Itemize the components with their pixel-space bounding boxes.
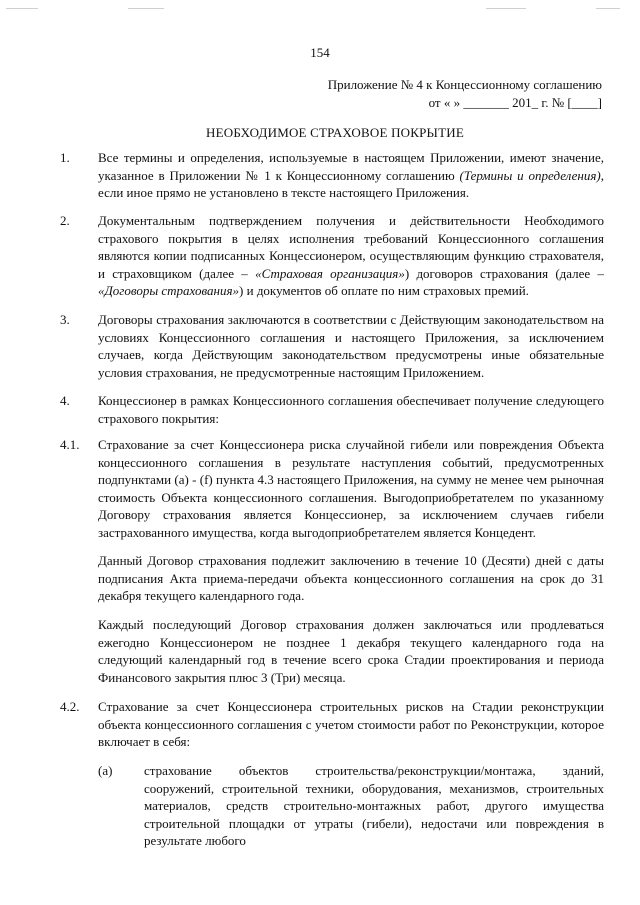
scan-artifact <box>6 8 38 9</box>
clause-number: 4.1. <box>60 437 80 452</box>
clause-number: 2. <box>60 213 70 228</box>
scan-artifact <box>596 8 620 9</box>
clause-number: 3. <box>60 312 70 327</box>
clause-number: 4. <box>60 393 70 408</box>
clause-text: Страхование за счет Концессионера риска случайной гибели или повреждения Объекта концессионного соглашения в результате наступления событий, предусмотренных подпунктами (a) - (f) пункта 4.3 настоящего Приложения, на сумму не менее чем рыночная стоимость Объекта концессионного соглашения. Выгодоприобретателем по указанному Договору страхования является Концессионер, за исключением случаев гибели застрахованного имущества, когда выгодоприобретателем является Концедент. <box>98 437 604 540</box>
clause-4-1-paragraph-2: Данный Договор страхования подлежит заключению в течение 10 (Десяти) дней с даты подписания Акта приема-передачи объекта концессионного соглашения на срок до 31 декабря текущего календарного года. <box>98 553 604 603</box>
annex-reference: Приложение № 4 к Концессионному соглашению <box>327 77 602 92</box>
clause-text: Концессионер в рамках Концессионного соглашения обеспечивает получение следующего страхового покрытия: <box>98 393 604 426</box>
agreement-date-line: от « » _______ 201_ г. № [____] <box>428 95 602 110</box>
page-number: 154 <box>310 45 330 60</box>
subclause-letter: (a) <box>98 763 113 778</box>
clause-text: Документальным подтверждением получения и действительности Необходимого страхового покрытия в целях исполнения требований Концессионного соглашения являются копии подписанных Концессионером, осуществляющим функцию страхователя, и страховщиком (далее – «Страховая организация») договоров страхования (далее – «Договоры страхования») и документов об оплате по ним страховых премий. <box>98 213 604 298</box>
clause-text: Все термины и определения, используемые в настоящем Приложении, имеют значение, указанное в Приложении № 1 к Концессионному соглашению (Термины и определения), если иное прямо не установлено в тексте настоящего Приложения. <box>98 150 604 200</box>
scan-artifact <box>128 8 164 9</box>
document-title: НЕОБХОДИМОЕ СТРАХОВОЕ ПОКРЫТИЕ <box>206 125 464 140</box>
clause-number: 4.2. <box>60 699 80 714</box>
subclause-text: страхование объектов строительства/реконструкции/монтажа, зданий, сооружений, строительной техники, оборудования, механизмов, строительных материалов, средств строительно-монтажных работ, другого имущества строительной площадки от утраты (гибели), недостачи или повреждения в результате любого <box>144 763 604 848</box>
scan-artifact <box>486 8 526 9</box>
clause-text: Страхование за счет Концессионера строительных рисков на Стадии реконструкции объекта концессионного соглашения с учетом стоимости работ по Реконструкции, которое включает в себя: <box>98 699 604 749</box>
clause-text: Договоры страхования заключаются в соответствии с Действующим законодательством на условиях Концессионного соглашения и настоящего Приложения, за исключением случаев, когда Действующим законодательством предусмотрены иные обязательные условия страхования, не предусмотренные настоящим Приложением. <box>98 312 604 380</box>
clause-4-1-paragraph-3: Каждый последующий Договор страхования должен заключаться или продлеваться ежегодно Концессионером не позднее 1 декабря текущего календарного года на следующий календарный год в течение всего срока Стадии проектирования и периода Финансового закрытия плюс 3 (Три) месяца. <box>98 617 604 685</box>
clause-number: 1. <box>60 150 70 165</box>
